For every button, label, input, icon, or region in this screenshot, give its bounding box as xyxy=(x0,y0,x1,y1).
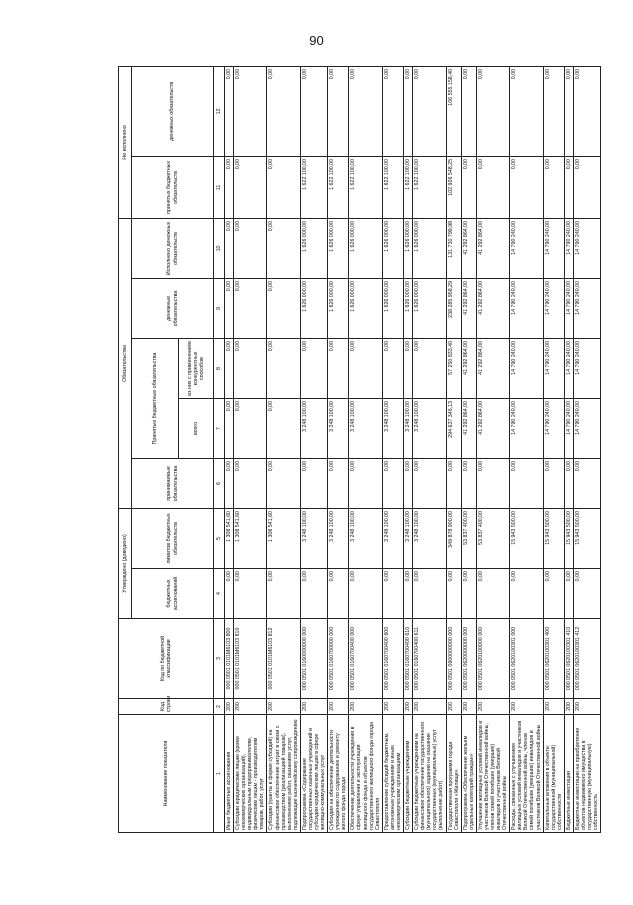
row-name: Подпрограмма «Содержание государственных казенных учреждений и субсидии юридическим лицам в сфере жилищно-коммунальных услуг xyxy=(300,715,327,833)
row-accepted-commitments: 0,00 xyxy=(328,458,349,508)
row-budget-allocations: 0,00 xyxy=(510,569,543,619)
row-accepted-total: 3 248 100,00 xyxy=(300,398,327,458)
row-not-exec-monetary: 0,00 xyxy=(349,66,382,156)
header-row-groups xyxy=(119,66,132,832)
row-classification: 000 0501 0620100301 000 xyxy=(510,619,543,699)
row-executed-monetary: 1 626 000,00 xyxy=(382,218,403,278)
row-not-exec-monetary: 0,00 xyxy=(328,66,349,156)
row-code: 200 xyxy=(382,699,403,715)
row-code: 200 xyxy=(510,699,543,715)
row-classification: 000 0501 0620100301 400 xyxy=(543,619,564,699)
row-accepted-total: 41 292 864,00 xyxy=(476,398,509,458)
row-not-exec-accepted: 0,00 xyxy=(461,156,476,218)
row-accepted-total: 3 248 100,00 xyxy=(349,398,382,458)
row-code: 200 xyxy=(543,699,564,715)
header-approved-group: Утверждено (доведено) xyxy=(119,508,132,618)
row-classification: 000 0501 0101М6103 812 xyxy=(267,619,300,699)
row-code: 200 xyxy=(225,699,234,715)
row-accepted-competitive: 0,00 xyxy=(349,338,382,398)
row-code: 200 xyxy=(461,699,476,715)
row-executed-monetary: 0,00 xyxy=(267,218,300,278)
row-name: Субсидии бюджетным учреждениям на финансовое обеспечение государственного (муниципального) задания на оказание государственных (муниципальных) услуг (выполнение работ) xyxy=(413,715,446,833)
header-accepted-commitments: принимаемые обязательства xyxy=(132,458,214,508)
row-budget-allocations: 0,00 xyxy=(461,569,476,619)
row-classification: 000 0501 0620100301 412 xyxy=(573,619,600,699)
row-name: Обеспечение деятельности учреждения в сфере управления и эксплуатации жилищного фонда и объектов государственного жилищного фонда города Севастополя xyxy=(349,715,382,833)
row-monetary-commitments: 1 626 000,00 xyxy=(328,278,349,338)
row-not-exec-accepted: 0,00 xyxy=(267,156,300,218)
column-number: 6 xyxy=(214,458,225,508)
row-monetary-commitments: 1 626 000,00 xyxy=(413,278,446,338)
row-executed-monetary: 1 626 000,00 xyxy=(349,218,382,278)
row-accepted-competitive: 0,00 xyxy=(267,338,300,398)
row-accepted-total: 14 790 240,00 xyxy=(543,398,564,458)
row-accepted-competitive: 57 250 833,40 xyxy=(446,338,461,398)
row-classification: 000 0501 0160700400 611 xyxy=(413,619,446,699)
row-not-exec-monetary: 0,00 xyxy=(267,66,300,156)
header-not-exec-accepted: принятых бюджетных обязательств xyxy=(132,156,214,218)
header-commitments-group: Обязательства xyxy=(119,218,132,508)
row-executed-monetary: 14 790 240,00 xyxy=(573,218,600,278)
table-body xyxy=(225,66,601,832)
row-code: 200 xyxy=(573,699,600,715)
row-accepted-competitive: 0,00 xyxy=(234,338,267,398)
column-number: 11 xyxy=(214,156,225,218)
row-not-exec-monetary: 0,00 xyxy=(461,66,476,156)
row-not-exec-monetary: 0,00 xyxy=(543,66,564,156)
row-name: Субсидии бюджетным учреждениям xyxy=(404,715,413,833)
row-accepted-commitments: 0,00 xyxy=(267,458,300,508)
row-accepted-commitments: 0,00 xyxy=(510,458,543,508)
table-row xyxy=(349,66,382,832)
row-not-exec-monetary: 0,00 xyxy=(382,66,403,156)
row-budget-allocations: 0,00 xyxy=(267,569,300,619)
row-not-exec-accepted: 1 622 100,00 xyxy=(328,156,349,218)
table-row xyxy=(413,66,446,832)
row-monetary-commitments: 1 626 000,00 xyxy=(300,278,327,338)
table-row xyxy=(564,66,573,832)
header-executed-monetary: Исполнено денежных обязательств xyxy=(132,218,214,278)
row-code: 200 xyxy=(446,699,461,715)
header-competitive: из них с применением конкурентных способов xyxy=(179,338,214,398)
row-accepted-commitments: 0,00 xyxy=(573,458,600,508)
row-code: 200 xyxy=(349,699,382,715)
row-limits: 1 308 541,60 xyxy=(267,508,300,568)
row-budget-allocations: 0,00 xyxy=(349,569,382,619)
header-not-executed-group: Не исполнено xyxy=(119,66,132,218)
row-code: 200 xyxy=(564,699,573,715)
header-total: всего xyxy=(179,398,214,458)
table-row xyxy=(225,66,234,832)
row-accepted-total: 0,00 xyxy=(225,398,234,458)
row-name: Иные бюджетные ассигнования xyxy=(225,715,234,833)
header-accepted-budget-commitments: Принятые бюджетные обязательства xyxy=(132,338,179,458)
row-accepted-total: 0,00 xyxy=(234,398,267,458)
column-number-row xyxy=(214,66,225,832)
row-not-exec-accepted: 1 622 100,00 xyxy=(300,156,327,218)
row-budget-allocations: 0,00 xyxy=(573,569,600,619)
table-row xyxy=(573,66,600,832)
row-budget-allocations: 0,00 xyxy=(234,569,267,619)
row-accepted-commitments: 0,00 xyxy=(564,458,573,508)
column-number: 2 xyxy=(214,699,225,715)
header-not-exec-monetary: денежных обязательств xyxy=(132,66,214,156)
row-name: Субсидии (гранты в форме субсидий) на финансовое обеспечение затрат в связи с производством (реализацией товаров), выполнением работ, оказанием услуг, подлежащие казначейскому сопровождению xyxy=(267,715,300,833)
row-name: Улучшение жилищных условий инвалидов и участников Великой Отечественной войны, членов семей погибших (умерших) инвалидов и участников Великой Отечественной войны xyxy=(476,715,509,833)
row-budget-allocations: 0,00 xyxy=(446,569,461,619)
row-classification: 000 0501 0160000000 000 xyxy=(300,619,327,699)
row-limits: 15 943 500,00 xyxy=(543,508,564,568)
row-accepted-commitments: 0,00 xyxy=(234,458,267,508)
row-not-exec-monetary: 0,00 xyxy=(300,66,327,156)
table-row xyxy=(510,66,543,832)
row-limits: 349 878 900,00 xyxy=(446,508,461,568)
row-accepted-total: 3 248 100,00 xyxy=(328,398,349,458)
row-executed-monetary: 1 626 000,00 xyxy=(300,218,327,278)
row-executed-monetary: 14 790 240,00 xyxy=(564,218,573,278)
row-not-exec-accepted: 0,00 xyxy=(510,156,543,218)
row-name: Государственная программа города Севастополя «Жилище» xyxy=(446,715,461,833)
row-accepted-competitive: 0,00 xyxy=(328,338,349,398)
row-classification: 000 0501 0600000000 000 xyxy=(446,619,461,699)
column-number: 1 xyxy=(214,715,225,833)
row-limits: 15 943 500,00 xyxy=(573,508,600,568)
row-classification: 000 0501 0160700400 000 xyxy=(349,619,382,699)
row-not-exec-monetary: 0,00 xyxy=(564,66,573,156)
row-name: Предоставление субсидий бюджетным, автономным учреждениям и иным некоммерческим организациям xyxy=(382,715,403,833)
row-code: 200 xyxy=(234,699,267,715)
row-not-exec-accepted: 102 926 548,25 xyxy=(446,156,461,218)
table-row xyxy=(404,66,413,832)
row-not-exec-accepted: 0,00 xyxy=(564,156,573,218)
row-monetary-commitments: 0,00 xyxy=(234,278,267,338)
row-limits: 3 248 100,00 xyxy=(328,508,349,568)
row-monetary-commitments: 1 626 000,00 xyxy=(404,278,413,338)
table-row xyxy=(476,66,509,832)
table-row xyxy=(543,66,564,832)
row-not-exec-monetary: 0,00 xyxy=(225,66,234,156)
row-not-exec-accepted: 1 622 100,00 xyxy=(382,156,403,218)
row-accepted-total: 14 790 240,00 xyxy=(510,398,543,458)
row-accepted-total: 14 790 240,00 xyxy=(573,398,600,458)
row-accepted-commitments: 0,00 xyxy=(446,458,461,508)
row-accepted-total: 14 790 240,00 xyxy=(564,398,573,458)
row-limits: 3 248 100,00 xyxy=(382,508,403,568)
row-executed-monetary: 1 626 000,00 xyxy=(413,218,446,278)
row-executed-monetary: 41 292 864,00 xyxy=(461,218,476,278)
table-row xyxy=(300,66,327,832)
table-row xyxy=(446,66,461,832)
row-executed-monetary: 14 790 240,00 xyxy=(510,218,543,278)
row-accepted-commitments: 0,00 xyxy=(382,458,403,508)
row-not-exec-monetary: 0,00 xyxy=(413,66,446,156)
row-classification: 000 0501 0620100000 000 xyxy=(476,619,509,699)
row-name: Субсидии юридическим лицам (кроме некоммерческих организаций), индивидуальным предпринимателям, физическим лицам - производителям товаров, работ, услуг xyxy=(234,715,267,833)
row-name: Бюджетные инвестиции xyxy=(564,715,573,833)
row-not-exec-monetary: 0,00 xyxy=(476,66,509,156)
row-accepted-competitive: 0,00 xyxy=(382,338,403,398)
row-accepted-competitive: 14 790 240,00 xyxy=(510,338,543,398)
row-not-exec-accepted: 1 622 100,00 xyxy=(349,156,382,218)
header-code: Код строки xyxy=(119,699,214,715)
row-code: 200 xyxy=(476,699,509,715)
row-limits: 3 248 100,00 xyxy=(413,508,446,568)
row-budget-allocations: 0,00 xyxy=(382,569,403,619)
row-monetary-commitments: 14 790 240,00 xyxy=(564,278,573,338)
column-number: 10 xyxy=(214,218,225,278)
row-not-exec-accepted: 0,00 xyxy=(543,156,564,218)
row-monetary-commitments: 1 626 000,00 xyxy=(349,278,382,338)
row-accepted-commitments: 0,00 xyxy=(349,458,382,508)
row-executed-monetary: 14 790 240,00 xyxy=(543,218,564,278)
row-accepted-commitments: 0,00 xyxy=(543,458,564,508)
row-executed-monetary: 1 626 000,00 xyxy=(404,218,413,278)
column-number: 12 xyxy=(214,66,225,156)
row-accepted-total: 41 292 864,00 xyxy=(461,398,476,458)
row-executed-monetary: 131 730 799,98 xyxy=(446,218,461,278)
row-monetary-commitments: 238 285 958,29 xyxy=(446,278,461,338)
column-number: 8 xyxy=(214,338,225,398)
table-row xyxy=(267,66,300,832)
row-accepted-competitive: 41 292 864,00 xyxy=(476,338,509,398)
row-name: Субсидия на обеспечение деятельности учреждению по содержанию и ремонту жилого фонда города xyxy=(328,715,349,833)
row-accepted-commitments: 0,00 xyxy=(413,458,446,508)
row-not-exec-monetary: 106 555 158,40 xyxy=(446,66,461,156)
row-monetary-commitments: 0,00 xyxy=(267,278,300,338)
row-not-exec-accepted: 1 622 100,00 xyxy=(413,156,446,218)
row-budget-allocations: 0,00 xyxy=(564,569,573,619)
row-accepted-commitments: 0,00 xyxy=(476,458,509,508)
row-accepted-commitments: 0,00 xyxy=(404,458,413,508)
row-limits: 15 943 500,00 xyxy=(510,508,543,568)
row-not-exec-monetary: 0,00 xyxy=(404,66,413,156)
row-executed-monetary: 0,00 xyxy=(225,218,234,278)
row-classification: 000 0501 0620100301 410 xyxy=(564,619,573,699)
table-row xyxy=(234,66,267,832)
row-name: Капитальные вложения в объекты государственной (муниципальной) собственности xyxy=(543,715,564,833)
row-accepted-competitive: 0,00 xyxy=(404,338,413,398)
header-classification: Код по бюджетной классификации xyxy=(119,619,214,699)
row-code: 200 xyxy=(328,699,349,715)
header-budget-allocations: бюджетных ассигнований xyxy=(132,569,214,619)
row-accepted-competitive: 14 790 240,00 xyxy=(564,338,573,398)
row-budget-allocations: 0,00 xyxy=(328,569,349,619)
table-row xyxy=(382,66,403,832)
row-code: 200 xyxy=(413,699,446,715)
row-not-exec-accepted: 1 622 100,00 xyxy=(404,156,413,218)
row-accepted-total: 294 637 346,13 xyxy=(446,398,461,458)
row-monetary-commitments: 14 790 240,00 xyxy=(573,278,600,338)
row-accepted-competitive: 14 790 240,00 xyxy=(543,338,564,398)
row-code: 200 xyxy=(404,699,413,715)
row-budget-allocations: 0,00 xyxy=(413,569,446,619)
row-accepted-commitments: 0,00 xyxy=(300,458,327,508)
row-classification: 000 0501 0101М6103 800 xyxy=(225,619,234,699)
row-name: Подпрограмма «Обеспечение жильем отдельных категорий граждан» xyxy=(461,715,476,833)
row-executed-monetary: 41 292 864,00 xyxy=(476,218,509,278)
row-monetary-commitments: 41 292 864,00 xyxy=(476,278,509,338)
row-code: 200 xyxy=(267,699,300,715)
row-accepted-competitive: 14 790 240,00 xyxy=(573,338,600,398)
row-not-exec-accepted: 0,00 xyxy=(476,156,509,218)
row-accepted-competitive: 0,00 xyxy=(225,338,234,398)
row-name: Бюджетные инвестиции на приобретение объектов недвижимого имущества в государственную (муниципальную) собственность xyxy=(573,715,600,833)
row-accepted-commitments: 0,00 xyxy=(225,458,234,508)
row-accepted-total: 0,00 xyxy=(267,398,300,458)
column-number: 9 xyxy=(214,278,225,338)
row-limits: 1 308 541,60 xyxy=(225,508,234,568)
column-number: 7 xyxy=(214,398,225,458)
row-budget-allocations: 0,00 xyxy=(300,569,327,619)
row-not-exec-accepted: 0,00 xyxy=(225,156,234,218)
header-name: Наименование показателя xyxy=(119,715,214,833)
table-frame xyxy=(118,67,600,833)
row-accepted-total: 3 248 100,00 xyxy=(382,398,403,458)
column-number: 4 xyxy=(214,569,225,619)
row-classification: 000 0501 0101М6103 810 xyxy=(234,619,267,699)
row-classification: 000 0501 0620000000 000 xyxy=(461,619,476,699)
row-not-exec-monetary: 0,00 xyxy=(510,66,543,156)
row-budget-allocations: 0,00 xyxy=(404,569,413,619)
row-monetary-commitments: 41 292 864,00 xyxy=(461,278,476,338)
header-monetary-commitments: денежные обязательства xyxy=(132,278,214,338)
row-limits: 15 943 500,00 xyxy=(564,508,573,568)
budget-execution-table xyxy=(118,66,601,833)
header-limits: лимитов бюджетных обязательств xyxy=(132,508,214,568)
row-classification: 000 0501 0160700000 000 xyxy=(328,619,349,699)
row-limits: 3 248 100,00 xyxy=(404,508,413,568)
page-number: 90 xyxy=(309,33,324,48)
row-limits: 53 837 400,00 xyxy=(476,508,509,568)
row-monetary-commitments: 1 626 000,00 xyxy=(382,278,403,338)
row-not-exec-monetary: 0,00 xyxy=(573,66,600,156)
row-monetary-commitments: 14 790 240,00 xyxy=(510,278,543,338)
row-budget-allocations: 0,00 xyxy=(476,569,509,619)
column-number: 5 xyxy=(214,508,225,568)
row-accepted-commitments: 0,00 xyxy=(461,458,476,508)
row-accepted-total: 3 248 100,00 xyxy=(404,398,413,458)
row-executed-monetary: 1 626 000,00 xyxy=(328,218,349,278)
row-limits: 1 308 541,60 xyxy=(234,508,267,568)
row-classification: 000 0501 0160700400 610 xyxy=(404,619,413,699)
row-not-exec-monetary: 0,00 xyxy=(234,66,267,156)
row-accepted-total: 3 248 100,00 xyxy=(413,398,446,458)
row-not-exec-accepted: 0,00 xyxy=(573,156,600,218)
row-limits: 3 248 100,00 xyxy=(300,508,327,568)
column-number: 3 xyxy=(214,619,225,699)
row-executed-monetary: 0,00 xyxy=(234,218,267,278)
row-budget-allocations: 0,00 xyxy=(543,569,564,619)
row-monetary-commitments: 14 790 240,00 xyxy=(543,278,564,338)
row-name: Расходы, связанные с улучшением жилищных условий инвалидов и участников Великой Отечественной войны, членов семей погибших (умерших) инвалидов и участников Великой Отечественной войны xyxy=(510,715,543,833)
row-not-exec-accepted: 0,00 xyxy=(234,156,267,218)
row-accepted-competitive: 0,00 xyxy=(300,338,327,398)
table-row xyxy=(328,66,349,832)
row-limits: 53 837 400,00 xyxy=(461,508,476,568)
row-accepted-competitive: 0,00 xyxy=(413,338,446,398)
row-budget-allocations: 0,00 xyxy=(225,569,234,619)
row-monetary-commitments: 0,00 xyxy=(225,278,234,338)
row-classification: 000 0501 0160700400 600 xyxy=(382,619,403,699)
table-row xyxy=(461,66,476,832)
row-limits: 3 248 100,00 xyxy=(349,508,382,568)
rotated-table-container xyxy=(118,67,600,833)
row-code: 200 xyxy=(300,699,327,715)
row-accepted-competitive: 41 292 864,00 xyxy=(461,338,476,398)
